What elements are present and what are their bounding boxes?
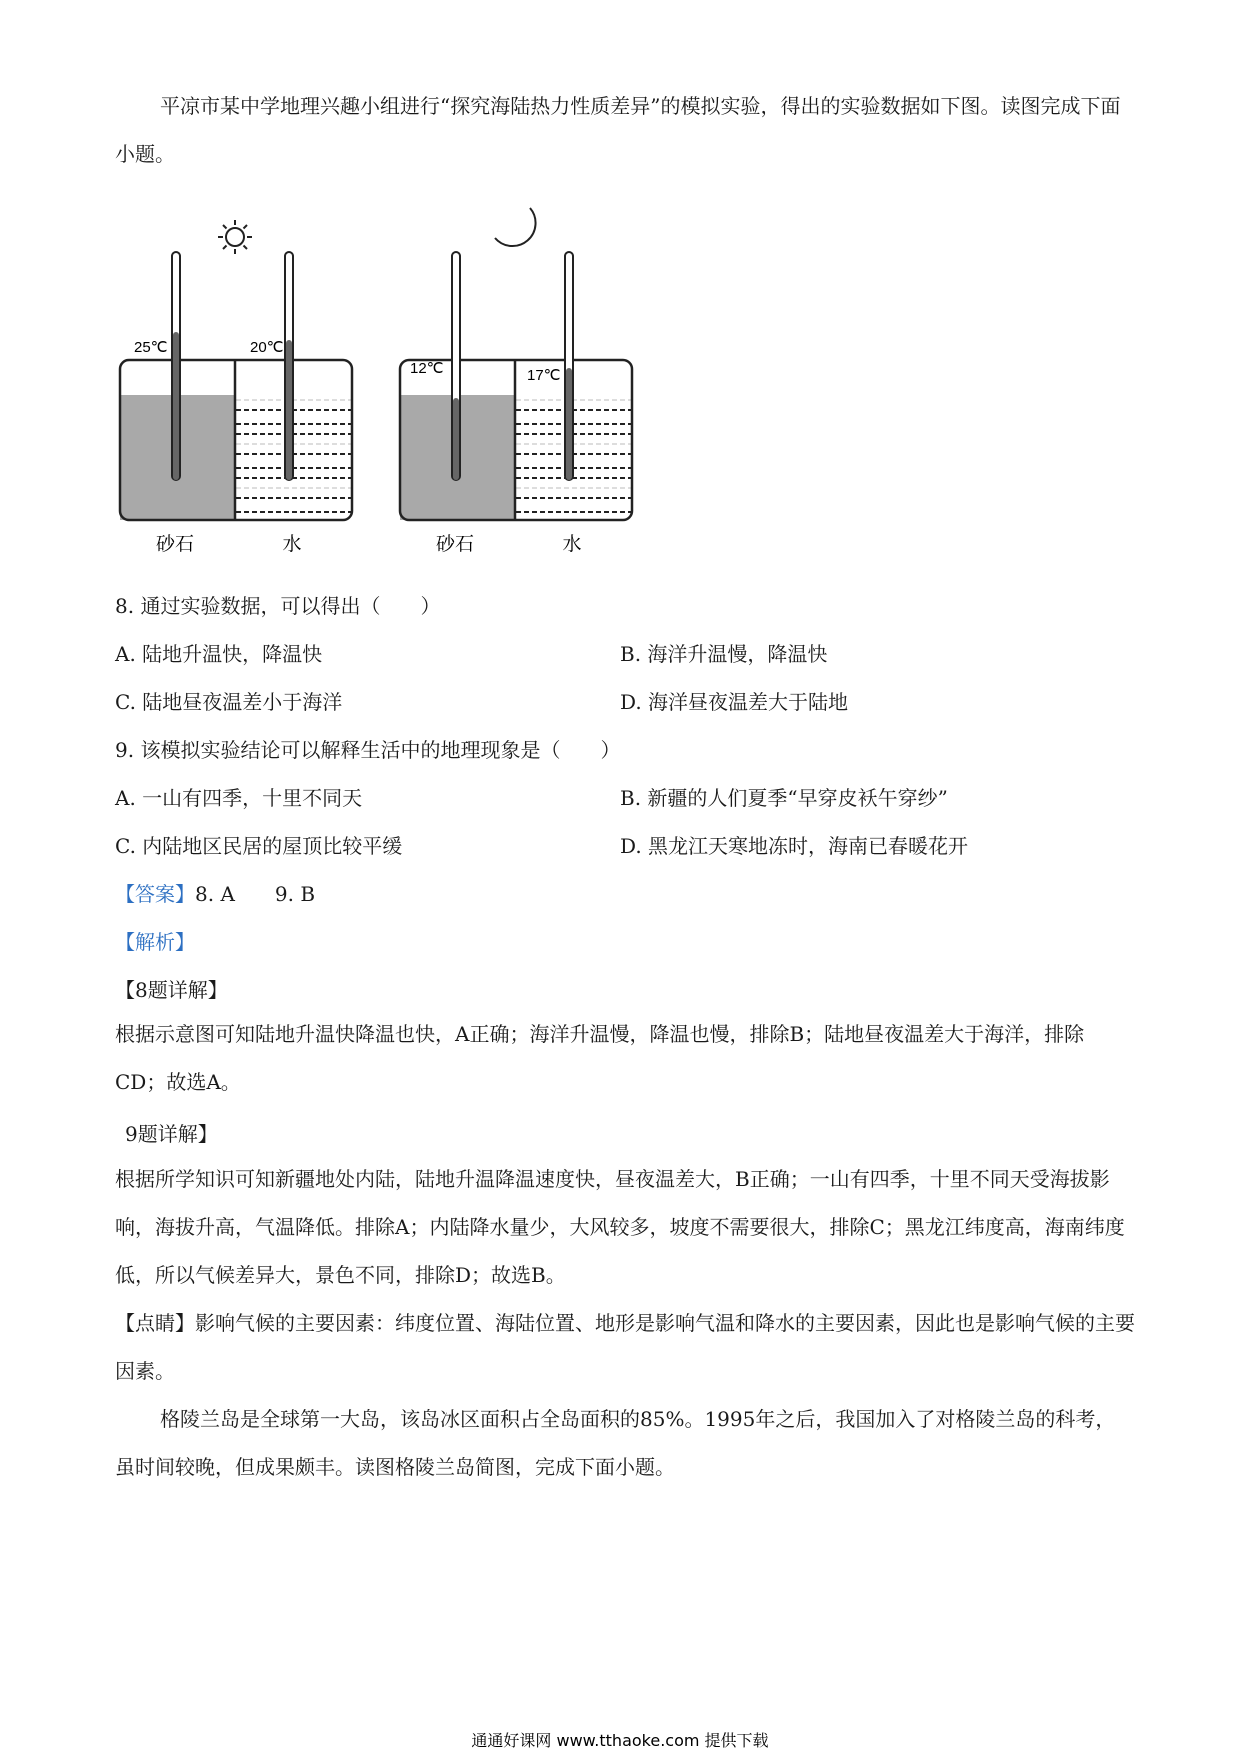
- q8-detail-paragraph: [115, 1010, 1135, 1106]
- dianjing-text: 影响气候的主要因素：纬度位置、海陆位置、地形是影响气温和降水的主要因素，因此也是影响气候的主要因素。: [115, 1311, 1135, 1383]
- day-container: [120, 360, 352, 520]
- q8-option-c: C. 陆地昼夜温差小于海洋: [115, 690, 343, 714]
- answer-text: 8. A 9. B: [195, 882, 316, 906]
- day-sand-label: 砂石: [155, 533, 195, 555]
- dianjing-paragraph: [115, 1299, 1135, 1395]
- q8-detail-title: 【8题详解】: [115, 978, 228, 1002]
- day-water-thermometer: [285, 252, 293, 480]
- q9-option-b: B. 新疆的人们夏季“早穿皮袄午穿纱”: [620, 786, 948, 810]
- answer-tag: 【答案】: [115, 882, 195, 906]
- intro-text-1: 平凉市某中学地理兴趣小组进行“探究海陆热力性质差异”的模拟实验，得出的实验数据如下图。读图完成下面小题。: [115, 94, 1121, 166]
- day-sand-temp: 25℃: [134, 339, 168, 356]
- q8-stem: 8. 通过实验数据，可以得出（ ）: [115, 594, 441, 618]
- q9-detail-title: 9题详解】: [125, 1122, 218, 1146]
- q8-option-b: B. 海洋升温慢，降温快: [620, 642, 828, 666]
- q9-option-d: D. 黑龙江天寒地冻时，海南已春暖花开: [620, 834, 969, 858]
- q9-detail-paragraph: [115, 1155, 1135, 1299]
- intro-text-2: 格陵兰岛是全球第一大岛，该岛冰区面积占全岛面积的85%。1995年之后，我国加入了对格陵兰岛的科考，虽时间较晚，但成果颇丰。读图格陵兰岛简图，完成下面小题。: [115, 1407, 1116, 1479]
- q9-option-a: A. 一山有四季，十里不同天: [115, 786, 363, 810]
- night-sand-temp: 12℃: [410, 360, 444, 377]
- moon-icon: [495, 208, 536, 246]
- analysis-tag: 【解析】: [115, 930, 195, 954]
- q8-option-a: A. 陆地升温快，降温快: [115, 642, 323, 666]
- q8-option-d: D. 海洋昼夜温差大于陆地: [620, 690, 849, 714]
- dianjing-tag: 【点睛】: [115, 1311, 195, 1335]
- intro-paragraph-2: [115, 1395, 1135, 1491]
- answer-line: [115, 878, 315, 907]
- q9-option-c: C. 内陆地区民居的屋顶比较平缓: [115, 834, 403, 858]
- night-water-thermometer: [565, 252, 573, 480]
- night-sand-label: 砂石: [435, 533, 475, 555]
- night-water-label: 水: [562, 533, 582, 555]
- day-water-temp: 20℃: [250, 339, 284, 356]
- night-container: [400, 360, 632, 520]
- day-water-label: 水: [282, 533, 302, 555]
- q9-detail-text: 根据所学知识可知新疆地处内陆，陆地升温降温速度快，昼夜温差大，B正确；一山有四季，十里不同天受海拔影响，海拔升高，气温降低。排除A；内陆降水量少，大风较多，坡度不需要很大，排除C；黑龙江纬度高，海南纬度低，所以气候差异大，景色不同，排除D；故选B。: [115, 1167, 1125, 1287]
- day-sand-thermometer: [172, 252, 180, 480]
- experiment-figure: [100, 200, 660, 560]
- q8-detail-text: 根据示意图可知陆地升温快降温也快，A正确；海洋升温慢，降温也慢，排除B；陆地昼夜温差大于海洋，排除CD；故选A。: [115, 1022, 1085, 1094]
- intro-paragraph-1: [115, 82, 1135, 178]
- night-water-temp: 17℃: [527, 367, 561, 384]
- q9-stem: 9. 该模拟实验结论可以解释生活中的地理现象是（ ）: [115, 738, 621, 762]
- sun-icon: [218, 220, 252, 254]
- footer-text: 通通好课网 www.tthaoke.com 提供下载: [471, 1731, 769, 1750]
- night-sand-thermometer: [452, 252, 460, 480]
